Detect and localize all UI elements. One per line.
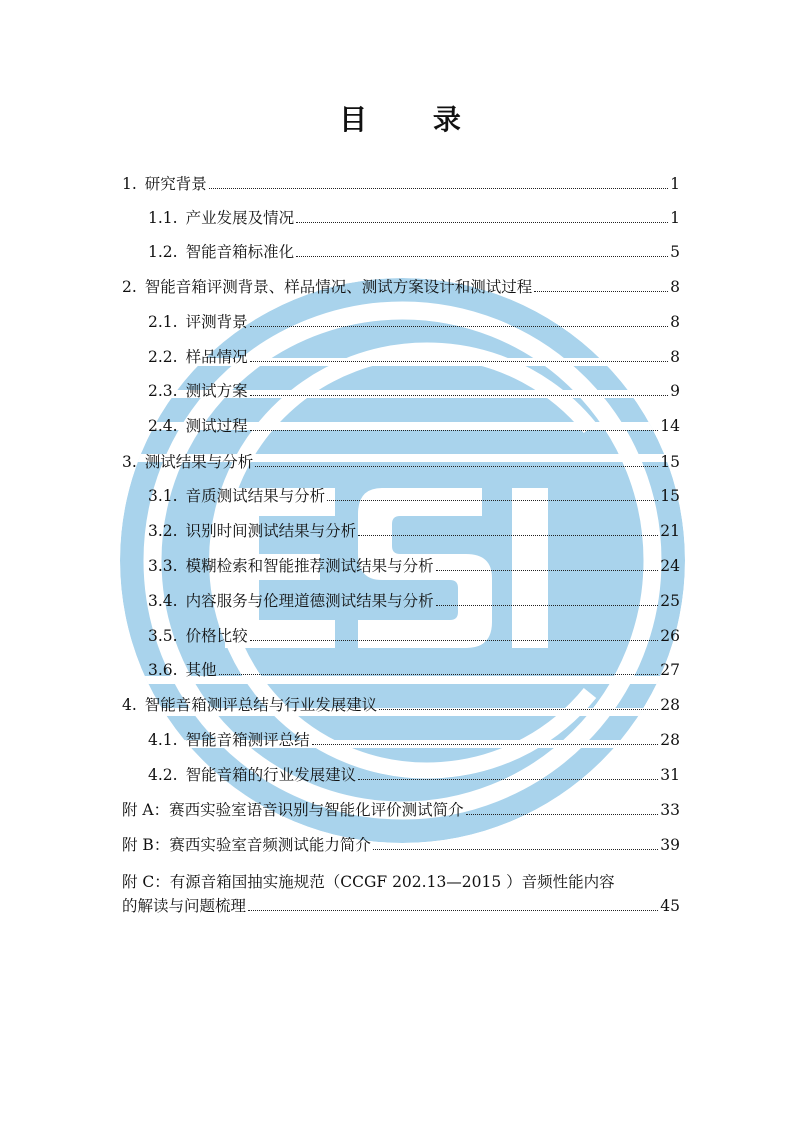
dot-leader bbox=[358, 535, 658, 536]
toc-entry[interactable] bbox=[0, 310, 800, 334]
toc-title: 产业发展及情况 bbox=[185, 209, 295, 227]
dot-leader bbox=[296, 222, 668, 223]
dot-leader bbox=[466, 814, 659, 815]
toc-title: 样品情况 bbox=[185, 348, 248, 366]
toc-page: 15 bbox=[660, 453, 680, 471]
toc-page: 28 bbox=[660, 696, 680, 714]
dot-leader bbox=[219, 674, 659, 675]
toc-entry[interactable] bbox=[0, 275, 800, 299]
toc-title: 测试方案 bbox=[185, 382, 248, 400]
toc-entry[interactable] bbox=[0, 833, 800, 857]
dot-leader bbox=[248, 910, 658, 911]
toc-title: 音质测试结果与分析 bbox=[185, 487, 326, 505]
toc-number: 3.1. bbox=[148, 487, 178, 505]
toc-number: 1. bbox=[122, 175, 137, 193]
toc-entry[interactable] bbox=[0, 624, 800, 648]
toc-number: 附 A： bbox=[122, 801, 170, 819]
toc-entry[interactable] bbox=[0, 763, 800, 787]
toc-title: 测试结果与分析 bbox=[144, 453, 254, 471]
toc-entry[interactable] bbox=[0, 379, 800, 403]
toc-entry[interactable] bbox=[0, 554, 800, 578]
toc-page: 8 bbox=[670, 348, 680, 366]
toc-number: 2.1. bbox=[148, 313, 178, 331]
toc-number: 2. bbox=[122, 278, 137, 296]
toc-number: 3.5. bbox=[148, 627, 178, 645]
toc-title: 模糊检索和智能推荐测试结果与分析 bbox=[185, 557, 434, 575]
toc-title: 智能音箱标准化 bbox=[185, 243, 295, 261]
toc-entry[interactable] bbox=[0, 589, 800, 613]
toc-page: 8 bbox=[670, 278, 680, 296]
toc-title: 赛西实验室语音识别与智能化评价测试简介 bbox=[169, 801, 464, 819]
toc-page: 28 bbox=[660, 731, 680, 749]
toc-title: 智能音箱测评总结 bbox=[185, 731, 310, 749]
toc-entry[interactable] bbox=[0, 728, 800, 752]
toc-entry[interactable] bbox=[0, 345, 800, 369]
toc-entry[interactable] bbox=[0, 519, 800, 543]
dot-leader bbox=[255, 466, 658, 467]
toc-number: 3.3. bbox=[148, 557, 178, 575]
toc-page: 24 bbox=[660, 557, 680, 575]
toc-entry[interactable] bbox=[0, 240, 800, 264]
toc-title: 研究背景 bbox=[144, 175, 207, 193]
toc-title: 智能音箱评测背景、样品情况、测试方案设计和测试过程 bbox=[144, 278, 533, 296]
toc-entry[interactable] bbox=[0, 172, 800, 196]
toc-number: 1.2. bbox=[148, 243, 178, 261]
dot-leader bbox=[250, 640, 659, 641]
toc-title: 智能音箱测评总结与行业发展建议 bbox=[144, 696, 378, 714]
toc-number: 4.1. bbox=[148, 731, 178, 749]
toc-number: 2.3. bbox=[148, 382, 178, 400]
toc-number: 3. bbox=[122, 453, 137, 471]
toc-number: 4. bbox=[122, 696, 137, 714]
toc-title: 评测背景 bbox=[185, 313, 248, 331]
dot-leader bbox=[327, 500, 658, 501]
dot-leader bbox=[209, 188, 668, 189]
toc-title: 价格比较 bbox=[185, 627, 248, 645]
toc-page: 39 bbox=[660, 836, 680, 854]
toc-page: 26 bbox=[660, 627, 680, 645]
toc-page: 1 bbox=[670, 175, 680, 193]
toc-page: 9 bbox=[670, 382, 680, 400]
toc-page: 15 bbox=[660, 487, 680, 505]
dot-leader bbox=[296, 256, 668, 257]
page-title: 目 录 bbox=[339, 103, 489, 136]
toc-entry[interactable] bbox=[0, 693, 800, 717]
toc-entry[interactable] bbox=[0, 484, 800, 508]
toc-entry[interactable] bbox=[0, 658, 800, 682]
dot-leader bbox=[534, 291, 668, 292]
toc-page: 31 bbox=[660, 766, 680, 784]
dot-leader bbox=[358, 779, 658, 780]
toc-entry-appendix-c[interactable] bbox=[122, 870, 680, 918]
toc-number: 3.2. bbox=[148, 522, 178, 540]
toc-title: 赛西实验室音频测试能力简介 bbox=[169, 836, 371, 854]
toc-number: 2.2. bbox=[148, 348, 178, 366]
toc-title-continuation: 的解读与问题梳理 bbox=[122, 897, 247, 915]
toc-number: 1.1. bbox=[148, 209, 178, 227]
toc-title: 识别时间测试结果与分析 bbox=[185, 522, 357, 540]
dot-leader bbox=[436, 605, 659, 606]
toc-title: 内容服务与伦理道德测试结果与分析 bbox=[185, 592, 434, 610]
dot-leader bbox=[373, 849, 658, 850]
toc-number: 3.4. bbox=[148, 592, 178, 610]
dot-leader bbox=[436, 570, 659, 571]
toc-page: 5 bbox=[670, 243, 680, 261]
toc-title: 其他 bbox=[185, 661, 217, 679]
toc-page: 27 bbox=[660, 661, 680, 679]
toc-page: 25 bbox=[660, 592, 680, 610]
toc-page: 21 bbox=[660, 522, 680, 540]
toc-number: 4.2. bbox=[148, 766, 178, 784]
toc-entry[interactable] bbox=[0, 798, 800, 822]
toc-title: 测试过程 bbox=[185, 417, 248, 435]
toc-title: 附 C：有源音箱国抽实施规范（CCGF 202.13—2015 ）音频性能内容 bbox=[122, 873, 615, 891]
toc-page: 45 bbox=[660, 897, 680, 915]
toc-entry[interactable] bbox=[0, 414, 800, 438]
dot-leader bbox=[250, 361, 669, 362]
toc-page: 8 bbox=[670, 313, 680, 331]
dot-leader bbox=[312, 744, 659, 745]
toc-number: 2.4. bbox=[148, 417, 178, 435]
toc-number: 3.6. bbox=[148, 661, 178, 679]
toc-page: 1 bbox=[670, 209, 680, 227]
dot-leader bbox=[250, 326, 669, 327]
dot-leader bbox=[250, 430, 659, 431]
toc-entry[interactable] bbox=[0, 450, 800, 474]
toc-page: 33 bbox=[660, 801, 680, 819]
dot-leader bbox=[379, 709, 658, 710]
dot-leader bbox=[250, 395, 669, 396]
toc-number: 附 B： bbox=[122, 836, 170, 854]
toc-entry[interactable] bbox=[0, 206, 800, 230]
toc-page: 14 bbox=[660, 417, 680, 435]
toc-title: 智能音箱的行业发展建议 bbox=[185, 766, 357, 784]
